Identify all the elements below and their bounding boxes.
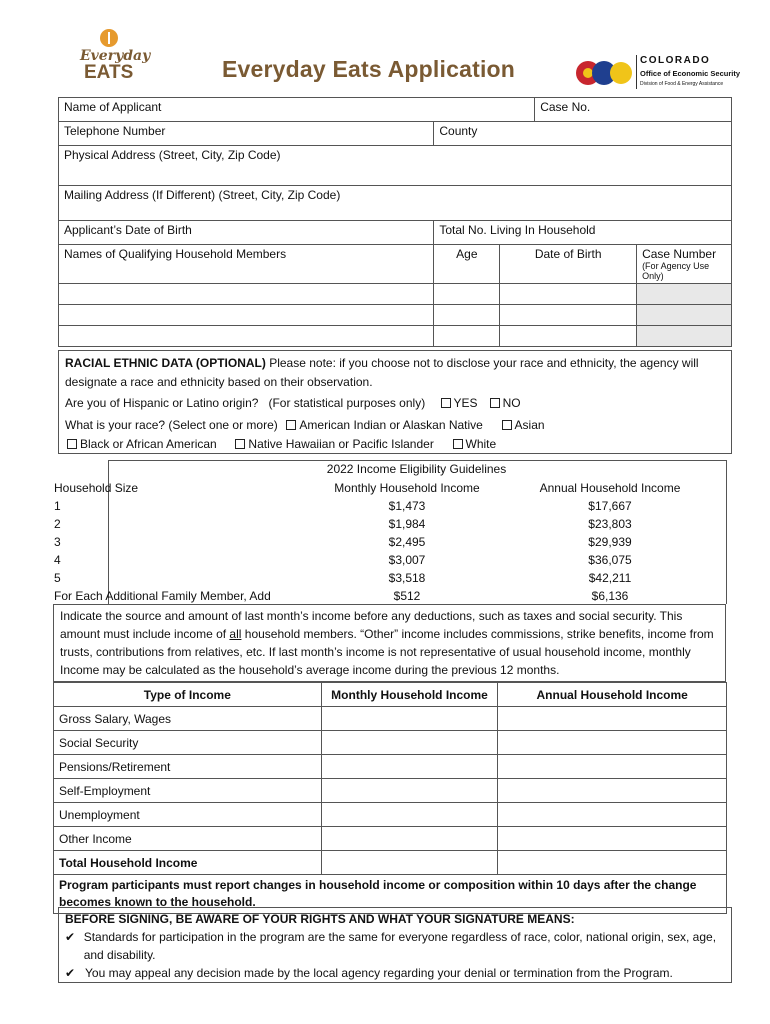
- race-checkbox-asian[interactable]: [502, 420, 512, 430]
- logo-text-everyday: Everyday: [80, 48, 151, 64]
- racial-ethnic-section: [58, 350, 732, 454]
- race-checkbox-white[interactable]: [453, 439, 463, 449]
- race-label: Black or African American: [80, 437, 217, 451]
- mailing-address-field[interactable]: Mailing Address (If Different) (Street, City, Zip Code): [59, 186, 732, 221]
- member-case-cell: [637, 326, 732, 347]
- member-dob-input[interactable]: [500, 326, 637, 347]
- age-header: Age: [434, 245, 500, 284]
- member-name-input[interactable]: [59, 326, 434, 347]
- table-row: 3 $2,495 $29,939: [54, 534, 632, 549]
- no-label: NO: [502, 396, 521, 410]
- rights-section: [58, 907, 732, 983]
- member-age-input[interactable]: [434, 305, 500, 326]
- household-total-field[interactable]: Total No. Living In Household: [434, 221, 732, 245]
- member-age-input[interactable]: [434, 284, 500, 305]
- monthly-input[interactable]: [321, 755, 498, 779]
- table-row: For Each Additional Family Member, Add $512 $6,136: [54, 588, 629, 603]
- racial-note: Please note: if you choose not to disclose your race and ethnicity, the agency will designate a race and ethnicity based on their observation.: [65, 356, 699, 389]
- members-header: Names of Qualifying Household Members: [59, 245, 434, 284]
- logo-division: Division of Food & Energy Assistance: [640, 81, 724, 87]
- page-title: Everyday Eats Application: [222, 56, 516, 82]
- yes-label: YES: [453, 396, 478, 410]
- col-annual-income: Annual Household Income: [498, 683, 727, 707]
- col-monthly-income: Monthly Household Income: [321, 683, 498, 707]
- yes-checkbox[interactable]: [441, 398, 451, 408]
- colorado-logo: [574, 55, 744, 91]
- income-note-all: all: [229, 627, 242, 641]
- income-note-text: Indicate the source and amount of last month’s income before any deductions, such as taxes and social security. This amount must include income of: [60, 609, 683, 641]
- race-checkbox-american-indian[interactable]: [286, 420, 296, 430]
- logo-state: COLORADO: [640, 55, 711, 66]
- checkmark-icon: ✔: [65, 966, 76, 980]
- race-label: White: [465, 437, 497, 451]
- statistical-note: (For statistical purposes only): [268, 396, 426, 410]
- income-table: [53, 682, 727, 914]
- monthly-input[interactable]: [321, 707, 498, 731]
- member-case-cell: [637, 305, 732, 326]
- annual-input[interactable]: [498, 731, 727, 755]
- table-row: Self-Employment: [54, 779, 727, 803]
- race-label: Native Hawaiian or Pacific Islander: [248, 437, 434, 451]
- table-row: 1 $1,473 $17,667: [54, 498, 632, 513]
- monthly-input[interactable]: [321, 731, 498, 755]
- monthly-input[interactable]: [321, 779, 498, 803]
- annual-input[interactable]: [498, 803, 727, 827]
- member-dob-input[interactable]: [500, 284, 637, 305]
- race-label: Asian: [514, 418, 545, 432]
- table-row: Social Security: [54, 731, 727, 755]
- eligibility-title: 2022 Income Eligibility Guidelines: [326, 462, 507, 476]
- county-field[interactable]: County: [434, 122, 732, 146]
- table-row: 2 $1,984 $23,803: [54, 516, 632, 531]
- table-row: 5 $3,518 $42,211: [54, 570, 632, 585]
- rights-item: You may appeal any decision made by the local agency regarding your denial or termination from the Program.: [85, 966, 673, 980]
- race-checkbox-hawaiian[interactable]: [235, 439, 245, 449]
- name-field[interactable]: Name of Applicant: [59, 98, 535, 122]
- no-checkbox[interactable]: [490, 398, 500, 408]
- monthly-input[interactable]: [321, 827, 498, 851]
- everyday-eats-logo: [78, 28, 151, 84]
- col-monthly: Monthly Household Income: [334, 480, 480, 495]
- income-note-text: household members. “Other” income includes commissions, strike benefits, income from trusts, contributions from relatives, etc. If last month’s income is not representative of usual household income, monthly Income may be calculated as the household’s average income during the previous 12 months.: [60, 627, 714, 677]
- logo-text-eats: EATS: [84, 62, 134, 83]
- table-row: 4 $3,007 $36,075: [54, 552, 632, 567]
- member-age-input[interactable]: [434, 326, 500, 347]
- table-row: Other Income: [54, 827, 727, 851]
- race-question: What is your race? (Select one or more): [65, 418, 278, 432]
- applicant-info-table: [58, 97, 732, 347]
- col-annual: Annual Household Income: [539, 480, 681, 495]
- annual-input[interactable]: [498, 827, 727, 851]
- report-changes-note: Program participants must report changes in household income or composition within 10 days after the change becomes known to the household.: [54, 875, 727, 914]
- race-label: American Indian or Alaskan Native: [299, 418, 483, 432]
- hispanic-question: Are you of Hispanic or Latino origin?: [65, 396, 259, 410]
- total-annual-input[interactable]: [498, 851, 727, 875]
- annual-input[interactable]: [498, 707, 727, 731]
- annual-input[interactable]: [498, 779, 727, 803]
- income-instructions: [53, 604, 726, 682]
- physical-address-field[interactable]: Physical Address (Street, City, Zip Code): [59, 146, 732, 186]
- table-row: Gross Salary, Wages: [54, 707, 727, 731]
- telephone-field[interactable]: Telephone Number: [59, 122, 434, 146]
- total-monthly-input[interactable]: [321, 851, 498, 875]
- total-row: Total Household Income: [54, 851, 727, 875]
- monthly-input[interactable]: [321, 803, 498, 827]
- logo-office: Office of Economic Security: [640, 69, 741, 78]
- member-dob-header: Date of Birth: [500, 245, 637, 284]
- rights-item: Standards for participation in the program are the same for everyone regardless of race, color, national origin, sex, age, and disability.: [83, 930, 717, 962]
- rights-heading: BEFORE SIGNING, BE AWARE OF YOUR RIGHTS AND WHAT YOUR SIGNATURE MEANS:: [65, 912, 575, 926]
- member-name-input[interactable]: [59, 284, 434, 305]
- case-no-field[interactable]: Case No.: [535, 98, 732, 122]
- racial-heading: RACIAL ETHNIC DATA (OPTIONAL): [65, 356, 266, 370]
- table-row: Pensions/Retirement: [54, 755, 727, 779]
- case-number-header: Case Number (For Agency Use Only): [637, 245, 732, 284]
- col-type-of-income: Type of Income: [54, 683, 322, 707]
- member-case-cell: [637, 284, 732, 305]
- col-household-size: Household Size: [54, 480, 139, 495]
- member-name-input[interactable]: [59, 305, 434, 326]
- checkmark-icon: ✔: [65, 930, 76, 944]
- annual-input[interactable]: [498, 755, 727, 779]
- eligibility-table: [50, 479, 726, 605]
- dob-field[interactable]: Applicant’s Date of Birth: [59, 221, 434, 245]
- race-checkbox-black[interactable]: [67, 439, 77, 449]
- table-row: Unemployment: [54, 803, 727, 827]
- member-dob-input[interactable]: [500, 305, 637, 326]
